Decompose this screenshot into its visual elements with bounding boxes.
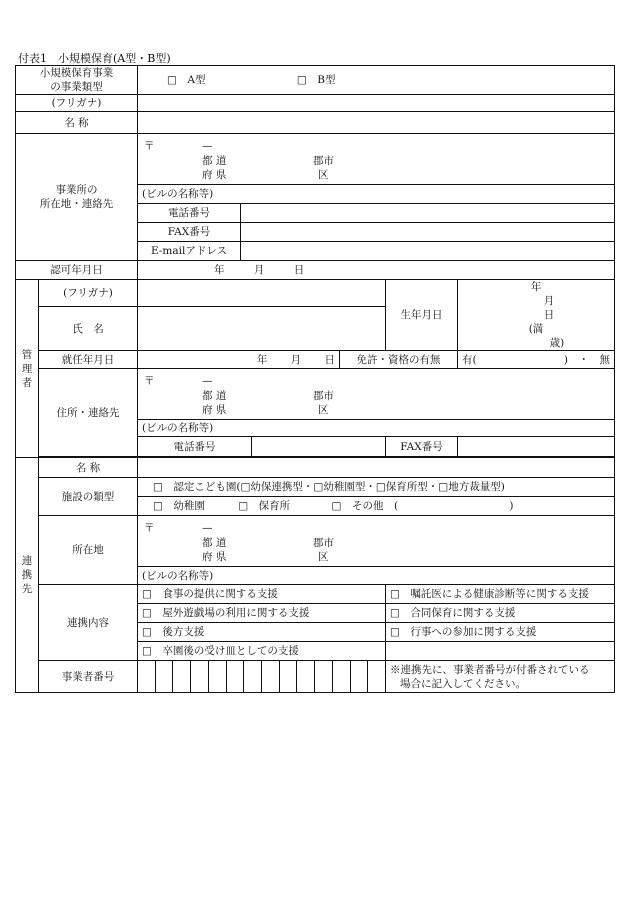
- ku-label: 区: [318, 404, 329, 416]
- content-item-backup[interactable]: □ 後方支援: [138, 623, 386, 642]
- manager-furigana-label: (フリガナ): [39, 280, 138, 307]
- facility-phone-label: 電話番号: [138, 204, 241, 223]
- todo-label: 都 道: [202, 537, 227, 549]
- partner-name-label: 名 称: [39, 458, 138, 478]
- approval-date-label: 認可年月日: [16, 261, 138, 280]
- todo-label: 都 道: [202, 155, 227, 167]
- partner-content-label: 連携内容: [39, 585, 138, 661]
- manager-name-field[interactable]: [138, 307, 386, 351]
- facility-email-label: E-mailアドレス: [138, 242, 241, 261]
- facility-phone-field[interactable]: [241, 204, 615, 223]
- partner-type-label: 施設の類型: [39, 478, 138, 516]
- manager-fax-label: FAX番号: [386, 437, 458, 457]
- postal-mark: 〒: [144, 522, 155, 534]
- manager-fax-field[interactable]: [458, 437, 615, 457]
- manager-address-label: 住所・連絡先: [39, 369, 138, 457]
- facility-address-field[interactable]: [138, 134, 615, 185]
- content-item-graduation[interactable]: □ 卒園後の受け皿としての支援: [138, 642, 386, 661]
- form-caption: 付表1 小規模保育(A型・B型): [18, 52, 171, 65]
- application-form-table: [15, 65, 615, 693]
- business-number-field[interactable]: [138, 661, 386, 693]
- manager-side-label: 管 理 者: [16, 280, 39, 458]
- manager-building-field[interactable]: (ビルの名称等): [138, 420, 615, 437]
- partner-building-field[interactable]: (ビルの名称等): [138, 567, 615, 585]
- facility-furigana-label: (フリガナ): [16, 95, 138, 112]
- gunshi-label: 郡市: [313, 155, 334, 167]
- manager-furigana-field[interactable]: [138, 280, 386, 307]
- manager-birth-label: 生年月日: [386, 280, 458, 351]
- business-type-label: 小規模保育事業 の事業類型: [16, 66, 138, 95]
- manager-appointed-field[interactable]: 年 月 日: [138, 351, 340, 369]
- manager-birth-field[interactable]: 年 月 日 (満 歳): [458, 280, 615, 351]
- postal-dash: —: [202, 140, 213, 152]
- gunshi-label: 郡市: [313, 537, 334, 549]
- postal-dash: —: [202, 522, 213, 534]
- approval-date-field[interactable]: 年 月 日: [138, 261, 615, 280]
- partner-type-row2[interactable]: □ 幼稚園 □ 保育所 □ その他 ( ): [138, 497, 615, 516]
- content-item-meal[interactable]: □ 食事の提供に関する支援: [138, 585, 386, 604]
- postal-mark: 〒: [144, 140, 155, 152]
- facility-name-field[interactable]: [138, 112, 615, 134]
- manager-address-field[interactable]: [138, 369, 615, 420]
- postal-mark: 〒: [144, 375, 155, 387]
- facility-building-field[interactable]: (ビルの名称等): [138, 185, 615, 204]
- partner-address-field[interactable]: [138, 516, 615, 567]
- partner-location-label: 所在地: [39, 516, 138, 585]
- ku-label: 区: [318, 169, 329, 181]
- content-item-empty: [386, 642, 615, 661]
- partner-name-field[interactable]: [138, 458, 615, 478]
- business-number-label: 事業者番号: [39, 661, 138, 693]
- facility-fax-label: FAX番号: [138, 223, 241, 242]
- content-item-health[interactable]: □ 嘱託医による健康診断等に関する支援: [386, 585, 615, 604]
- gunshi-label: 郡市: [313, 390, 334, 402]
- manager-phone-label: 電話番号: [138, 437, 252, 457]
- manager-phone-field[interactable]: [252, 437, 386, 457]
- fuken-label: 府 県: [202, 169, 227, 181]
- content-item-playground[interactable]: □ 屋外遊戯場の利用に関する支援: [138, 604, 386, 623]
- partner-type-row1[interactable]: □ 認定こども園(□幼保連携型・□幼稚園型・□保育所型・□地方裁量型): [138, 478, 615, 497]
- business-number-note: ※連携先に、事業者番号が付番されている 場合に記入してください。: [386, 661, 615, 693]
- content-item-events[interactable]: □ 行事への参加に関する支援: [386, 623, 615, 642]
- facility-email-field[interactable]: [241, 242, 615, 261]
- facility-location-label: 事業所の 所在地・連絡先: [16, 134, 138, 261]
- fuken-label: 府 県: [202, 404, 227, 416]
- facility-name-label: 名 称: [16, 112, 138, 134]
- fuken-label: 府 県: [202, 551, 227, 563]
- todo-label: 都 道: [202, 390, 227, 402]
- manager-license-label: 免許・資格の有無: [340, 351, 458, 369]
- manager-appointed-label: 就任年月日: [39, 351, 138, 369]
- ku-label: 区: [318, 551, 329, 563]
- facility-furigana-field[interactable]: [138, 95, 615, 112]
- partner-side-label: 連 携 先: [16, 458, 39, 693]
- content-item-joint-care[interactable]: □ 合同保育に関する支援: [386, 604, 615, 623]
- postal-dash: —: [202, 375, 213, 387]
- type-a-checkbox[interactable]: □ A型: [167, 74, 206, 86]
- manager-license-field[interactable]: 有( ) ・ 無: [458, 351, 615, 369]
- manager-name-label: 氏 名: [39, 307, 138, 351]
- type-b-checkbox[interactable]: □ B型: [296, 74, 336, 86]
- business-type-options: [138, 66, 615, 95]
- facility-fax-field[interactable]: [241, 223, 615, 242]
